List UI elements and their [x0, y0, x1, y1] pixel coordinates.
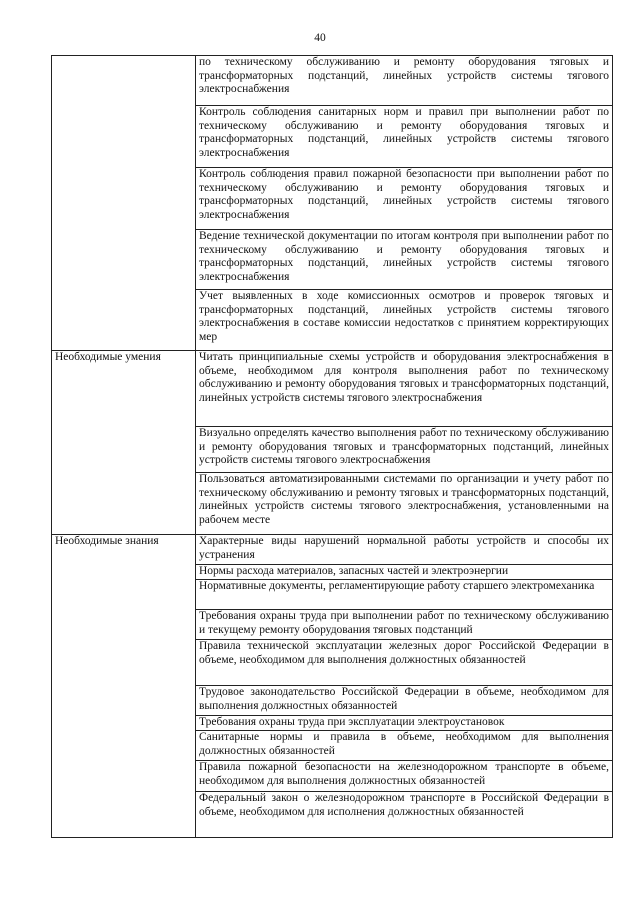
table-body [52, 56, 613, 838]
table-cell-item: Санитарные нормы и правила в объеме, необходимом для выполнения должностных обязанностей [196, 731, 613, 761]
table-cell-item: Нормативные документы, регламентирующие работу старшего электромеханика [196, 580, 613, 610]
table-cell-item: Контроль соблюдения правил пожарной безопасности при выполнении работ по техническому обслуживанию и ремонту оборудования тяговых и трансформаторных подстанций, линейных устройств системы тягового электроснабжения [196, 168, 613, 230]
table-cell-item: Федеральный закон о железнодорожном транспорте в Российской Федерации в объеме, необходимом для исполнения должностных обязанностей [196, 792, 613, 838]
table-row [52, 56, 613, 106]
table-cell-item: Визуально определять качество выполнения работ по техническому обслуживанию и ремонту оборудования тяговых и трансформаторных подстанций, линейных устройств системы тягового электроснабжения [196, 427, 613, 473]
table-cell-item: Учет выявленных в ходе комиссионных осмотров и проверок тяговых и трансформаторных подстанций, линейных устройств системы тягового электроснабжения в составе комиссии недостатков с принятием корректирующих мер [196, 290, 613, 351]
section-label-empty [52, 56, 196, 351]
table-cell-item: Требования охраны труда при эксплуатации электроустановок [196, 716, 613, 731]
table-cell-item: Читать принципиальные схемы устройств и оборудования электроснабжения в объеме, необходимом для контроля выполнения работ по техническому обслуживанию и ремонту оборудования тяговых и трансформаторных подстанций, линейных устройств системы тягового электроснабжения [196, 351, 613, 427]
table-cell-item: Нормы расхода материалов, запасных частей и электроэнергии [196, 565, 613, 580]
table-row [52, 351, 613, 427]
requirements-table [51, 55, 613, 838]
table-row [52, 535, 613, 565]
table-cell-item: Контроль соблюдения санитарных норм и правил при выполнении работ по техническому обслуживанию и ремонту оборудования тяговых и трансформаторных подстанций, линейных устройств системы тягового электроснабжения [196, 106, 613, 168]
table-cell-item: Правила пожарной безопасности на железнодорожном транспорте в объеме, необходимом для выполнения должностных обязанностей [196, 761, 613, 792]
table-cell-item: Правила технической эксплуатации железных дорог Российской Федерации в объеме, необходимом для выполнения должностных обязанностей [196, 640, 613, 686]
table-cell-item: по техническому обслуживанию и ремонту оборудования тяговых и трансформаторных подстанций, линейных устройств системы тягового электроснабжения [196, 56, 613, 106]
table-cell-item: Характерные виды нарушений нормальной работы устройств и способы их устранения [196, 535, 613, 565]
section-label-knowledge: Необходимые знания [52, 535, 196, 838]
section-label-skills: Необходимые умения [52, 351, 196, 535]
table-cell-item: Трудовое законодательство Российской Федерации в объеме, необходимом для выполнения должностных обязанностей [196, 686, 613, 716]
table-cell-item: Требования охраны труда при выполнении работ по техническому обслуживанию и текущему ремонту оборудования тяговых подстанций [196, 610, 613, 640]
page-number: 40 [314, 32, 326, 44]
table-cell-item: Ведение технической документации по итогам контроля при выполнении работ по техническому обслуживанию и ремонту оборудования тяговых и трансформаторных подстанций, линейных устройств системы тягового электроснабжения [196, 230, 613, 290]
table-cell-item: Пользоваться автоматизированными системами по организации и учету работ по техническому обслуживанию и ремонту тяговых и трансформаторных подстанций, линейных устройств системы тягового электроснабжения, установленными на рабочем месте [196, 473, 613, 535]
